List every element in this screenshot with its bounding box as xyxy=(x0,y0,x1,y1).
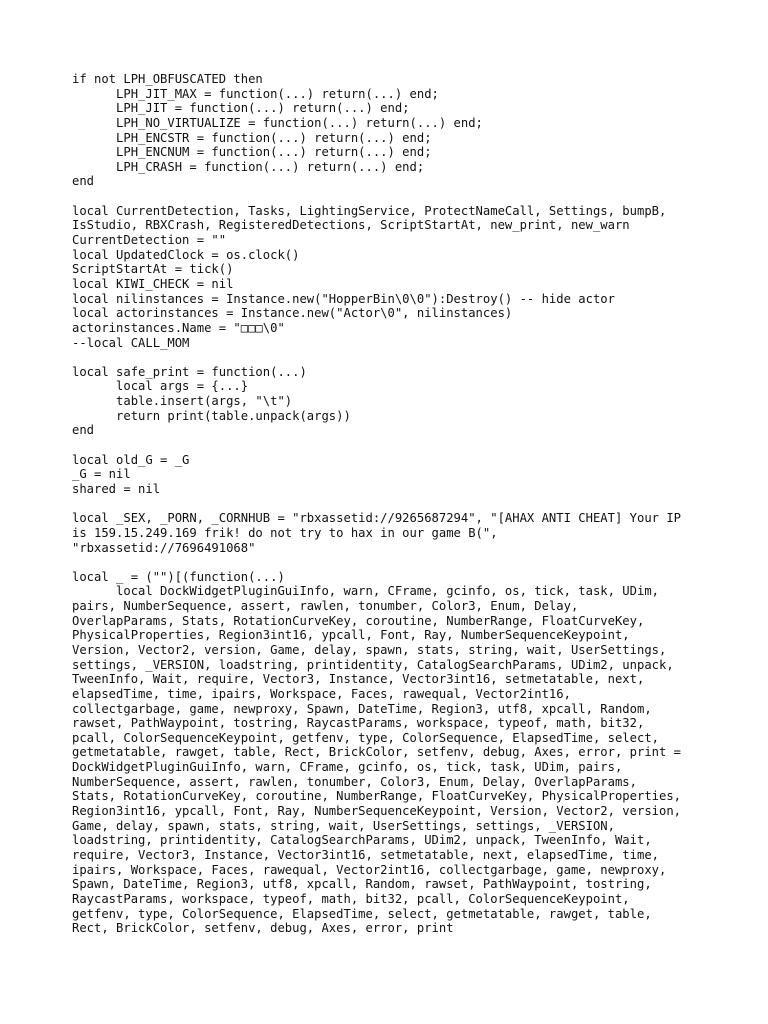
code-line: TweenInfo, Wait, require, Vector3, Instance, Vector3int16, setmetatable, next, xyxy=(72,672,645,687)
code-line: Region3int16, ypcall, Font, Ray, NumberSequenceKeypoint, Version, Vector2, version, xyxy=(72,804,682,819)
code-line: LPH_ENCSTR = function(...) return(...) end; xyxy=(72,130,432,145)
code-line: getfenv, type, ColorSequence, ElapsedTime, select, getmetatable, rawget, table, xyxy=(72,906,652,921)
code-line: if not LPH_OBFUSCATED then xyxy=(72,72,263,86)
code-line: local actorinstances = Instance.new("Actor\0", nilinstances) xyxy=(72,306,513,321)
code-block xyxy=(72,72,712,936)
code-line: local _ = ("")[(function(...) xyxy=(72,569,285,584)
code-line: "rbxassetid://7696491068" xyxy=(72,540,256,555)
code-line: LPH_ENCNUM = function(...) return(...) end; xyxy=(72,145,432,160)
code-line: Stats, RotationCurveKey, coroutine, NumberRange, FloatCurveKey, PhysicalProperties, xyxy=(72,789,682,804)
code-line xyxy=(72,189,712,204)
code-line: actorinstances.Name = "□□□\0" xyxy=(72,320,285,335)
code-line xyxy=(72,497,712,512)
code-line: Rect, BrickColor, setfenv, debug, Axes, error, print xyxy=(72,921,454,936)
code-line: local old_G = _G xyxy=(72,452,190,467)
code-line: LPH_NO_VIRTUALIZE = function(...) return(...) end; xyxy=(72,115,483,130)
code-line: collectgarbage, game, newproxy, Spawn, DateTime, Region3, utf8, xpcall, Random, xyxy=(72,701,652,716)
code-line: NumberSequence, assert, rawlen, tonumber, Color3, Enum, Delay, OverlapParams, xyxy=(72,774,637,789)
code-line: --local CALL_MOM xyxy=(72,335,190,350)
code-line: ScriptStartAt = tick() xyxy=(72,262,234,277)
code-line: loadstring, printidentity, CatalogSearchParams, UDim2, unpack, TweenInfo, Wait, xyxy=(72,833,652,848)
code-line: require, Vector3, Instance, Vector3int16, setmetatable, next, elapsedTime, time, xyxy=(72,847,659,862)
code-line: local safe_print = function(...) xyxy=(72,364,307,379)
code-line: Spawn, DateTime, Region3, utf8, xpcall, Random, rawset, PathWaypoint, tostring, xyxy=(72,877,652,892)
code-line: PhysicalProperties, Region3int16, ypcall, Font, Ray, NumberSequenceKeypoint, xyxy=(72,628,630,643)
code-line: rawset, PathWaypoint, tostring, RaycastParams, workspace, typeof, math, bit32, xyxy=(72,716,645,731)
code-line: Game, delay, spawn, stats, string, wait, UserSettings, settings, _VERSION, xyxy=(72,818,615,833)
code-line: pairs, NumberSequence, assert, rawlen, tonumber, Color3, Enum, Delay, xyxy=(72,599,579,614)
code-line: LPH_JIT = function(...) return(...) end; xyxy=(72,101,410,116)
code-line: IsStudio, RBXCrash, RegisteredDetections, ScriptStartAt, new_print, new_warn xyxy=(72,218,630,233)
code-line: LPH_JIT_MAX = function(...) return(...) end; xyxy=(72,86,439,101)
code-line: settings, _VERSION, loadstring, printidentity, CatalogSearchParams, UDim2, unpack, xyxy=(72,657,674,672)
code-line: OverlapParams, Stats, RotationCurveKey, coroutine, NumberRange, FloatCurveKey, xyxy=(72,613,645,628)
code-line: end xyxy=(72,423,95,438)
code-line xyxy=(72,438,712,453)
code-line: CurrentDetection = "" xyxy=(72,233,227,248)
code-line xyxy=(72,555,712,570)
code-line: Version, Vector2, version, Game, delay, spawn, stats, string, wait, UserSettings, xyxy=(72,642,667,657)
code-line xyxy=(72,350,712,365)
code-line: local UpdatedClock = os.clock() xyxy=(72,247,300,262)
code-line: ipairs, Workspace, Faces, rawequal, Vector2int16, collectgarbage, game, newproxy, xyxy=(72,862,667,877)
code-line: local nilinstances = Instance.new("HopperBin\0\0"):Destroy() -- hide actor xyxy=(72,291,615,306)
code-line: local _SEX, _PORN, _CORNHUB = "rbxassetid://9265687294", "[AHAX ANTI CHEAT] Your IP xyxy=(72,511,682,526)
code-line: end xyxy=(72,174,95,189)
code-line: LPH_CRASH = function(...) return(...) end; xyxy=(72,159,425,174)
code-line: pcall, ColorSequenceKeypoint, getfenv, type, ColorSequence, ElapsedTime, select, xyxy=(72,730,659,745)
code-line: getmetatable, rawget, table, Rect, BrickColor, setfenv, debug, Axes, error, print = xyxy=(72,745,682,760)
code-line: local CurrentDetection, Tasks, LightingService, ProtectNameCall, Settings, bumpB, xyxy=(72,203,667,218)
code-line: elapsedTime, time, ipairs, Workspace, Faces, rawequal, Vector2int16, xyxy=(72,686,571,701)
code-line: return print(table.unpack(args)) xyxy=(72,408,351,423)
code-line: local DockWidgetPluginGuiInfo, warn, CFrame, gcinfo, os, tick, task, UDim, xyxy=(72,584,659,599)
code-line: DockWidgetPluginGuiInfo, warn, CFrame, gcinfo, os, tick, task, UDim, pairs, xyxy=(72,760,623,775)
code-line: local KIWI_CHECK = nil xyxy=(72,276,234,291)
code-line: table.insert(args, "\t") xyxy=(72,394,293,409)
code-line: local args = {...} xyxy=(72,379,249,394)
code-line: is 159.15.249.169 frik! do not try to hax in our game B(", xyxy=(72,525,498,540)
code-line: _G = nil xyxy=(72,467,131,482)
code-line: shared = nil xyxy=(72,481,161,496)
code-line: RaycastParams, workspace, typeof, math, bit32, pcall, ColorSequenceKeypoint, xyxy=(72,891,630,906)
